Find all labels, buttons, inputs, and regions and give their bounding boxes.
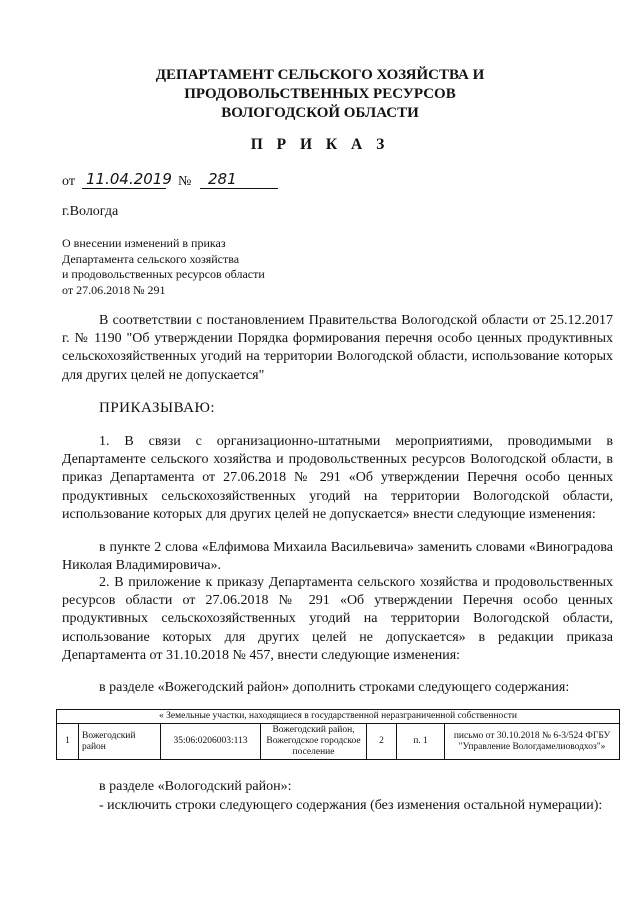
cadastral-number-cell: 35:06:0206003:113 <box>161 724 261 760</box>
city: г.Вологда <box>62 204 119 219</box>
date-prefix: от <box>62 174 75 189</box>
column-6-cell: п. 1 <box>397 724 445 760</box>
preamble-paragraph: В соответствии с постановлением Правительства Вологодской области от 25.12.2017 г. № 1190 "Об утверждении Порядка формирования перечня особо ценных продуктивных сельскохозяйственных угодий на территории Вологодской области, использование которых для других целей не допускается" <box>62 313 613 383</box>
table-row <box>57 724 620 760</box>
order-word: ПРИКАЗЫВАЮ: <box>99 400 216 416</box>
row-number: 1 <box>57 724 79 760</box>
subject-line: от 27.06.2018 № 291 <box>62 282 166 297</box>
subject-line: и продовольственных ресурсов области <box>62 267 265 281</box>
item-2-paragraph: 2. В приложение к приказу Департамента сельского хозяйства и продовольственных ресурсов области от 27.06.2018 № 291 «Об утверждении Перечня особо ценных продуктивных сельскохозяйственных угодий на территории Вологодской области, использование которых для других целей не допускается» в редакции приказа Департамента от 31.10.2018 № 457, внести следующие изменения: <box>62 575 613 663</box>
number-underline <box>200 188 278 189</box>
handwritten-number: 281 <box>208 170 237 188</box>
date-underline <box>82 188 166 189</box>
department-name <box>0 66 640 123</box>
subject-line: Департамента сельского хозяйства <box>62 251 240 266</box>
location-cell: Вожегодский район, Вожегодское городское поселение <box>261 724 367 760</box>
table-section-header: « Земельные участки, находящиеся в государственной неразграниченной собственности <box>57 710 620 724</box>
item-1-subparagraph: в пункте 2 слова «Елфимова Михаила Васильевича» заменить словами «Виноградова Николая Владимировича». <box>62 540 613 574</box>
subject-line: О внесении изменений в приказ <box>62 236 226 250</box>
order-title: П Р И К А З <box>250 136 390 153</box>
order-date-number-line <box>62 170 292 192</box>
vologda-section-intro: в разделе «Вологодский район»: <box>99 779 292 794</box>
vozhega-section-intro: в разделе «Вожегодский район» дополнить строками следующего содержания: <box>99 680 570 695</box>
column-5-cell: 2 <box>367 724 397 760</box>
exclude-rows-line: - исключить строки следующего содержания (без изменения остальной нумерации): <box>99 798 603 813</box>
item-1-paragraph: 1. В связи с организационно-штатными мероприятиями, проводимыми в Департаменте сельского хозяйства и продовольственных ресурсов Вологодской области, в приказ Департамента от 27.06.2018 № 291 «Об утверждении Перечня особо ценных продуктивных сельскохозяйственных угодий на территории Вологодской области, использование которых для других целей не допускается» внести следующие изменения: <box>62 434 613 522</box>
department-line: ПРОДОВОЛЬСТВЕННЫХ РЕСУРСОВ <box>184 86 456 102</box>
order-subject <box>62 236 265 298</box>
department-line: ВОЛОГОДСКОЙ ОБЛАСТИ <box>221 105 419 121</box>
basis-cell: письмо от 30.10.2018 № 6-3/524 ФГБУ "Управление Вологдамелиоводхоз"» <box>445 724 620 760</box>
land-plots-table <box>56 709 620 760</box>
district-cell: Вожегодский район <box>79 724 161 760</box>
handwritten-date: 11.04.2019 <box>86 170 172 188</box>
department-line: ДЕПАРТАМЕНТ СЕЛЬСКОГО ХОЗЯЙСТВА И <box>155 67 485 83</box>
number-prefix: № <box>178 174 192 189</box>
